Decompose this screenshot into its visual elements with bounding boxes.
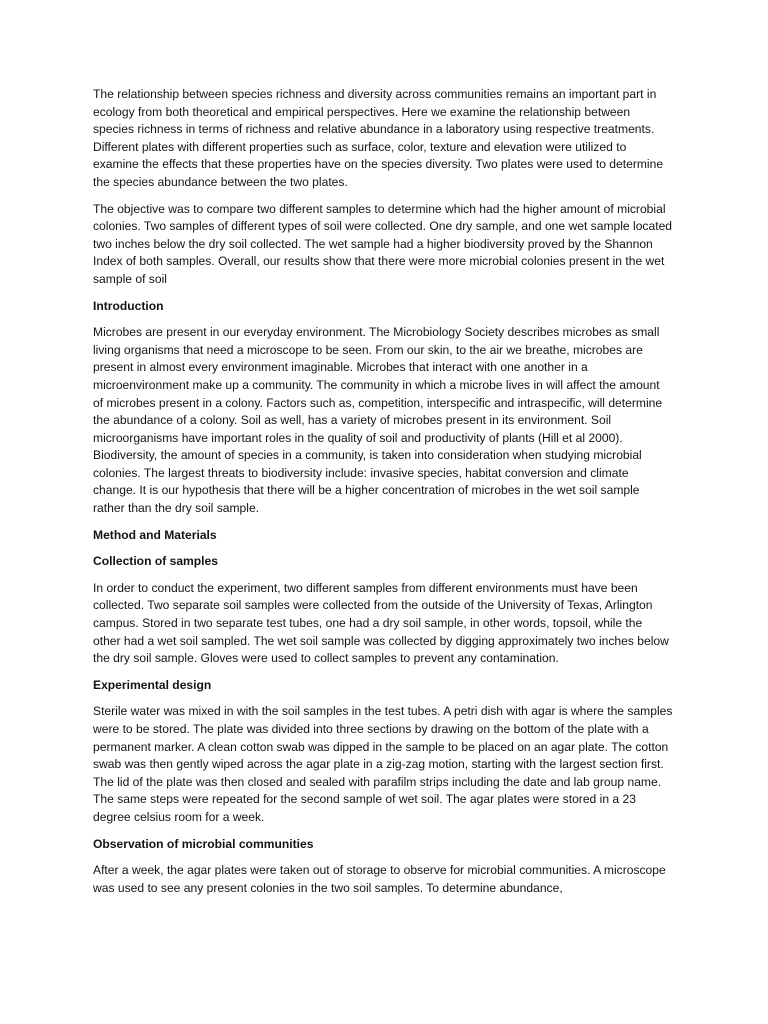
observation-paragraph: After a week, the agar plates were taken out of storage to observe for microbial communities. A microscope was used to see any present colonies in the two soil samples. To determine abundance, — [93, 863, 666, 895]
observation-heading: Observation of microbial communities — [93, 836, 314, 851]
experimental-design-paragraph: Sterile water was mixed in with the soil samples in the test tubes. A petri dish with agar is where the samples were to be stored. The plate was divided into three sections by drawing on the bottom of the plate with a permanent marker. A clean cotton swab was dipped in the sample to be placed on an agar plate. The cotton swab was then gently wiped across the agar plate in a zig-zag motion, starting with the largest section first. The lid of the plate was then closed and sealed with parafilm strips including the date and lab group name. The same steps were repeated for the second sample of wet soil. The agar plates were stored in a 23 degree celsius room for a week. — [93, 704, 673, 824]
collection-heading: Collection of samples — [93, 554, 218, 569]
introduction-heading: Introduction — [93, 298, 164, 313]
experimental-design-heading: Experimental design — [93, 677, 212, 692]
document-body — [93, 86, 673, 906]
abstract-paragraph-1: The relationship between species richness and diversity across communities remains an important part in ecology from both theoretical and empirical perspectives. Here we examine the relationship between species richness in terms of richness and relative abundance in a laboratory using respective treatments. Different plates with different properties such as surface, color, texture and elevation were utilized to examine the effects that these properties have on the species diversity. Two plates were used to determine the species abundance between the two plates. — [93, 87, 664, 189]
introduction-paragraph: Microbes are present in our everyday environment. The Microbiology Society describes microbes as small living organisms that need a microscope to be seen. From our skin, to the air we breathe, microbes are present in almost every environment imaginable. Microbes that interact with one another in a microenvironment make up a community. The community in which a microbe lives in will affect the amount of microbes present in a colony. Factors such as, competition, interspecific and intraspecific, will determine the abundance of a colony. Soil as well, has a variety of microbes present in its environment. Soil microorganisms have important roles in the quality of soil and productivity of plants (Hill et al 2000). Biodiversity, the amount of species in a community, is taken into consideration when studying microbial colonies. The largest threats to biodiversity include: invasive species, habitat conversion and climate change. It is our hypothesis that there will be a higher concentration of microbes in the wet soil sample rather than the dry soil sample. — [93, 325, 663, 516]
collection-paragraph: In order to conduct the experiment, two different samples from different environments must have been collected. Two separate soil samples were collected from the outside of the University of Texas, Arlington campus. Stored in two separate test tubes, one had a dry soil sample, in other words, topsoil, while the other had a wet soil sampled. The wet soil sample was collected by digging approximately two inches below the dry soil sample. Gloves were used to collect samples to prevent any contamination. — [93, 580, 669, 666]
abstract-paragraph-2: The objective was to compare two different samples to determine which had the higher amount of microbial colonies. Two samples of different types of soil were collected. One dry sample, and one wet sample located two inches below the dry soil collected. The wet sample had a higher biodiversity proved by the Shannon Index of both samples. Overall, our results show that there were more microbial colonies present in the wet sample of soil — [93, 201, 673, 286]
methods-heading: Method and Materials — [93, 527, 217, 542]
